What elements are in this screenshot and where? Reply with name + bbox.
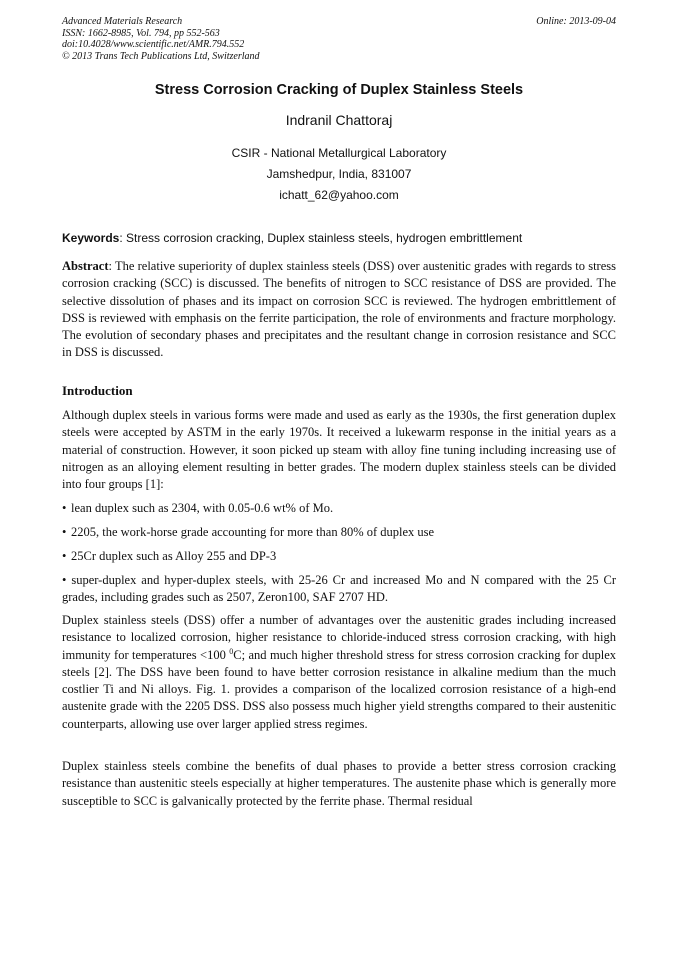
issn-line: ISSN: 1662-8985, Vol. 794, pp 552-563 (62, 27, 220, 39)
keywords (62, 231, 616, 245)
degree-superscript: 0 (229, 646, 234, 656)
journal-header (62, 16, 616, 62)
abstract (62, 258, 616, 362)
author-name: Indranil Chattoraj (285, 112, 393, 128)
abstract-text: : The relative superiority of duplex stainless steels (DSS) over austenitic grades with regards to stress corrosion cracking (SCC) is discussed. The benefits of nitrogen to SCC resistance of DSS are provided. The selective dissolution of phases and its impact on corrosion SCC is reviewed. The hydrogen embrittlement of DSS is reviewed with emphasis on the ferrite participation, the role of environments and fracture morphology. The evolution of secondary phases and precipitates and the resultant change in corrosion resistance and SCC in DSS is discussed. (62, 259, 616, 360)
intro-paragraph-2-part-b: C; and much higher threshold stress for stress corrosion cracking for duplex steels [2]. The DSS have been found to have better corrosion resistance in alkaline medium than the much costlier Ti and Ni alloys. Fig. 1. provides a comparison of the localized corrosion resistance of a high-end austenite grade with the 2205 DSS. DSS also possess much higher yield strengths compared to their austenitic counterparts, allowing use over larger applied stress regimes. (62, 647, 616, 731)
bullet-icon: • (62, 549, 67, 563)
copyright-line: © 2013 Trans Tech Publications Ltd, Switzerland (62, 50, 260, 62)
list-item-text: lean duplex such as 2304, with 0.05-0.6 wt% of Mo. (71, 501, 334, 515)
section-heading-introduction: Introduction (62, 383, 133, 398)
list-item (62, 572, 616, 607)
abstract-label: Abstract (62, 259, 109, 273)
online-date: Online: 2013-09-04 (536, 16, 616, 27)
address: Jamshedpur, India, 831007 (266, 167, 412, 181)
list-item (62, 548, 616, 565)
list-item-text: super-duplex and hyper-duplex steels, with 25-26 Cr and increased Mo and N compared with the 25 Cr grades, including grades such as 2507, Zeron100, SAF 2707 HD. (62, 573, 616, 605)
affiliation: CSIR - National Metallurgical Laboratory (231, 146, 447, 160)
intro-paragraph-3: Duplex stainless steels combine the benefits of dual phases to provide a better stress corrosion cracking resistance than austenitic steels especially at higher temperatures. The austenite phase which is generally more susceptible to SCC is galvanically protected by the ferrite phase. Thermal residual (62, 759, 616, 808)
paper-title: Stress Corrosion Cracking of Duplex Stainless Steels (154, 82, 524, 98)
doi-line: doi:10.4028/www.scientific.net/AMR.794.552 (62, 39, 245, 50)
intro-paragraph-2-part-a: Duplex stainless steels (DSS) offer a number of advantages over the austenitic grades including increased resistance to localized corrosion, higher resistance to chloride-induced stress corrosion cracking, with high immunity for temperatures <100 (62, 613, 616, 662)
list-item (62, 500, 616, 517)
keywords-text: : Stress corrosion cracking, Duplex stainless steels, hydrogen embrittlement (119, 231, 523, 245)
intro-paragraph-2 (62, 612, 616, 733)
journal-name: Advanced Materials Research (62, 16, 183, 27)
bullet-icon: • (62, 573, 67, 587)
list-item (62, 524, 616, 541)
email: ichatt_62@yahoo.com (279, 188, 399, 202)
keywords-label: Keywords (62, 231, 120, 245)
bullet-icon: • (62, 501, 67, 515)
list-item-text: 2205, the work-horse grade accounting for more than 80% of duplex use (71, 525, 435, 539)
intro-paragraph-1: Although duplex steels in various forms were made and used as early as the 1930s, the first generation duplex steels were accepted by ASTM in the early 1970s. It received a lukewarm response in the initial years as a material of construction. However, it soon picked up steam with alloy fine tuning including increasing use of nitrogen as an alloying element resulting in better grades. The modern duplex stainless steels can be divided into four groups [1]: (62, 408, 616, 492)
bullet-icon: • (62, 525, 67, 539)
list-item-text: 25Cr duplex such as Alloy 255 and DP-3 (71, 549, 277, 563)
